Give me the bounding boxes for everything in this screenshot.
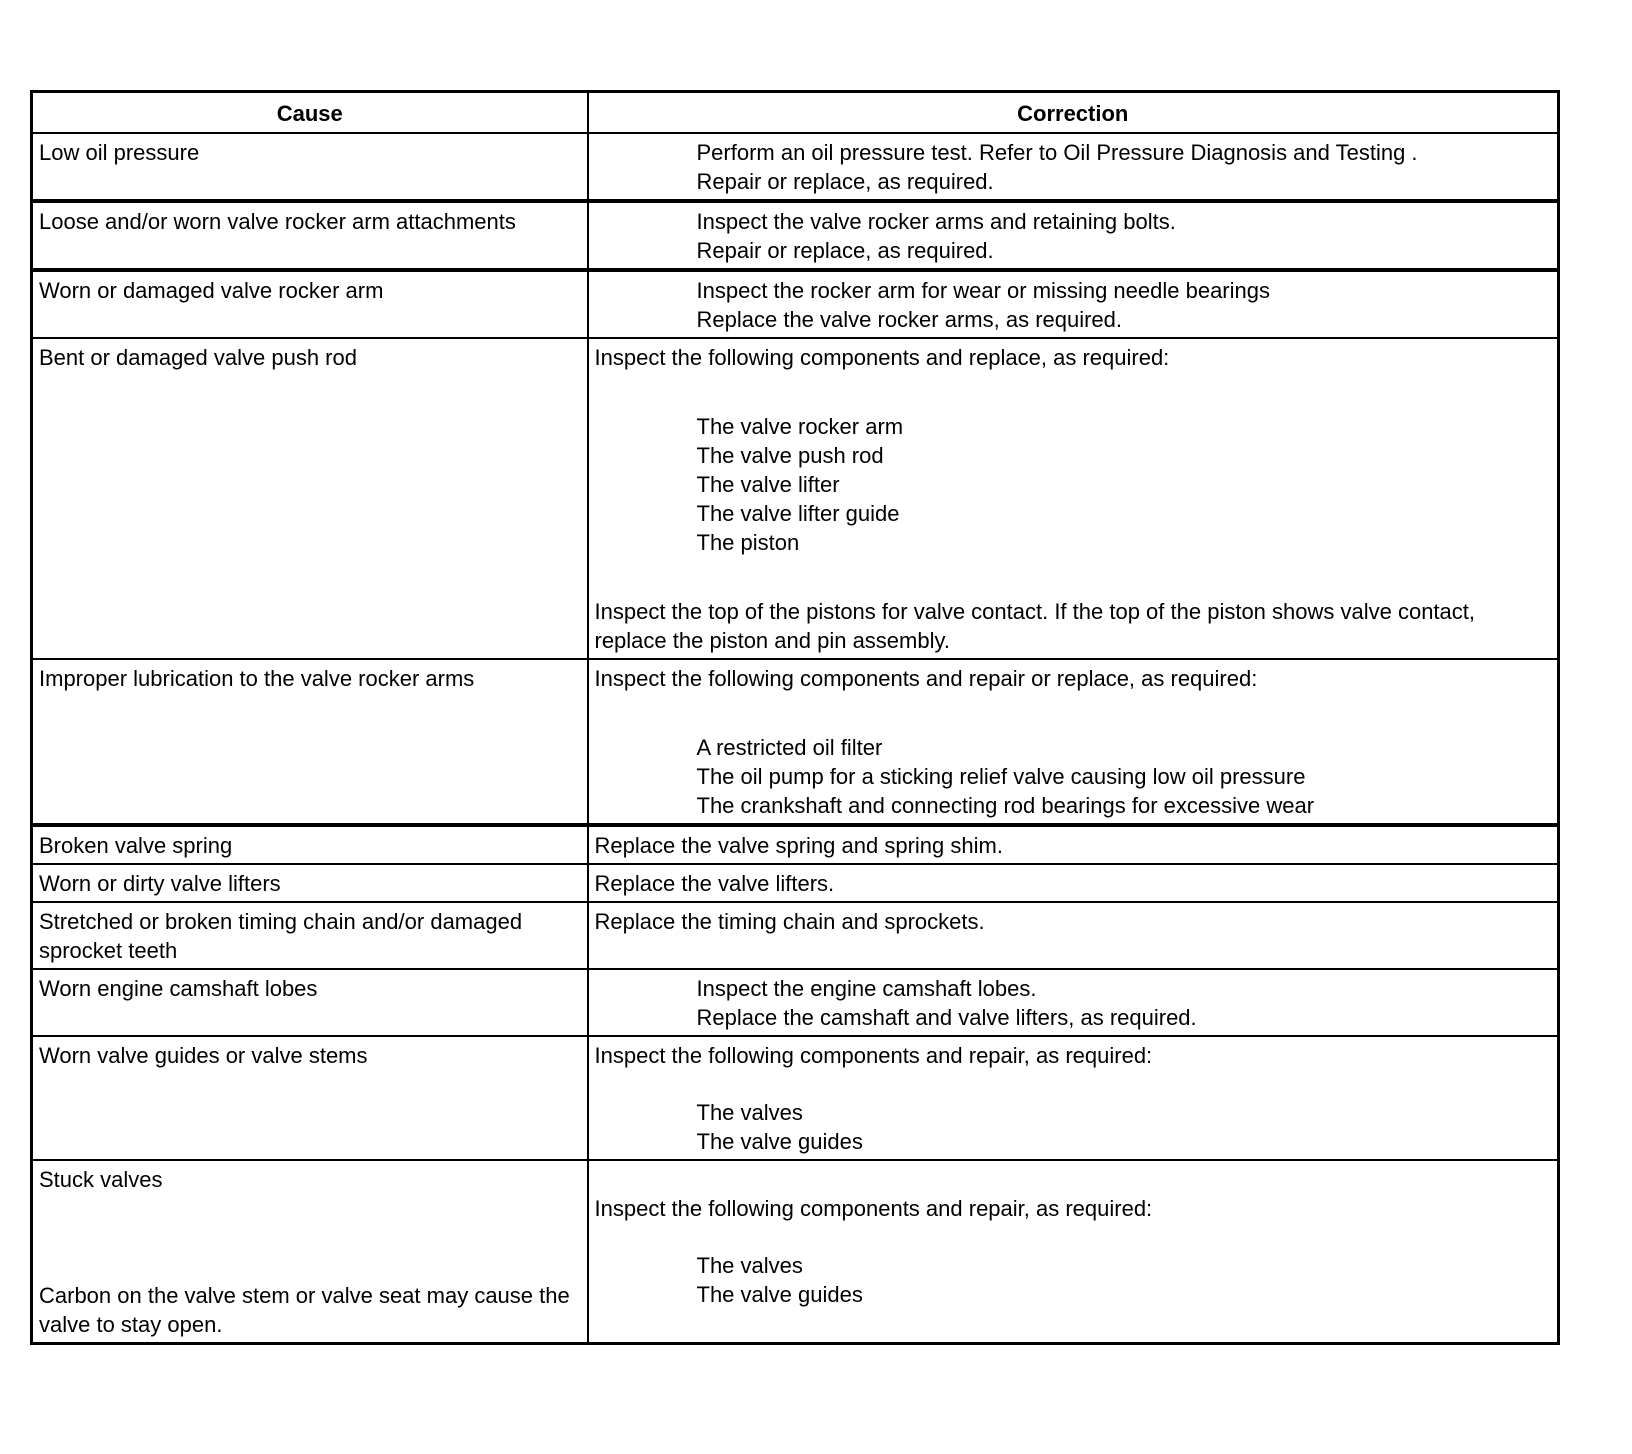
table-row bbox=[32, 338, 1559, 659]
header-row bbox=[32, 92, 1559, 134]
correction-cell: Replace the timing chain and sprockets. bbox=[588, 902, 1559, 969]
component-item: The valve guides bbox=[696, 1129, 863, 1154]
table-row bbox=[32, 659, 1559, 825]
correction-cell: Replace the valve spring and spring shim. bbox=[588, 825, 1559, 864]
cause-cell: Worn engine camshaft lobes bbox=[32, 969, 588, 1036]
cause-cell: Stretched or broken timing chain and/or damaged sprocket teeth bbox=[32, 902, 588, 969]
correction-cell: Replace the valve lifters. bbox=[588, 864, 1559, 902]
table-row bbox=[32, 825, 1559, 864]
table-row bbox=[32, 1036, 1559, 1160]
table-row bbox=[32, 1160, 1559, 1344]
cause-title: Stuck valves bbox=[39, 1167, 163, 1192]
cause-header: Cause bbox=[32, 92, 588, 134]
table-row bbox=[32, 270, 1559, 338]
table-row bbox=[32, 201, 1559, 270]
correction-line: Inspect the rocker arm for wear or missing needle bearings bbox=[696, 278, 1270, 303]
table-row bbox=[32, 902, 1559, 969]
correction-line: Replace the valve rocker arms, as required. bbox=[696, 307, 1123, 332]
component-item: The valves bbox=[696, 1253, 803, 1278]
correction-line: Perform an oil pressure test. Refer to Oil Pressure Diagnosis and Testing . bbox=[696, 140, 1418, 165]
correction-line: Repair or replace, as required. bbox=[696, 169, 994, 194]
correction-line: Inspect the engine camshaft lobes. bbox=[696, 976, 1037, 1001]
correction-cell bbox=[588, 270, 1559, 338]
component-item: The valve lifter bbox=[696, 472, 840, 497]
correction-cell bbox=[588, 133, 1559, 201]
correction-line: Repair or replace, as required. bbox=[696, 238, 994, 263]
cause-note: Carbon on the valve stem or valve seat may cause the valve to stay open. bbox=[39, 1283, 570, 1337]
diagnosis-table bbox=[30, 90, 1560, 1345]
cause-cell: Loose and/or worn valve rocker arm attachments bbox=[32, 201, 588, 270]
cause-cell: Worn valve guides or valve stems bbox=[32, 1036, 588, 1160]
correction-line: Replace the camshaft and valve lifters, as required. bbox=[696, 1005, 1197, 1030]
correction-intro: Inspect the following components and repair or replace, as required: bbox=[594, 666, 1258, 691]
correction-cell bbox=[588, 1160, 1559, 1344]
component-item: The valve rocker arm bbox=[696, 414, 904, 439]
component-item: A restricted oil filter bbox=[696, 735, 883, 760]
correction-cell bbox=[588, 659, 1559, 825]
correction-cell bbox=[588, 969, 1559, 1036]
table-row bbox=[32, 864, 1559, 902]
correction-cell bbox=[588, 1036, 1559, 1160]
correction-intro: Inspect the following components and repair, as required: bbox=[594, 1196, 1153, 1221]
correction-intro: Inspect the following components and replace, as required: bbox=[594, 345, 1170, 370]
component-item: The valve push rod bbox=[696, 443, 884, 468]
cause-cell: Improper lubrication to the valve rocker arms bbox=[32, 659, 588, 825]
cause-cell: Bent or damaged valve push rod bbox=[32, 338, 588, 659]
cause-cell: Low oil pressure bbox=[32, 133, 588, 201]
component-item: The valve guides bbox=[696, 1282, 863, 1307]
component-item: The valves bbox=[696, 1100, 803, 1125]
correction-header: Correction bbox=[588, 92, 1559, 134]
correction-cell bbox=[588, 338, 1559, 659]
component-item: The valve lifter guide bbox=[696, 501, 900, 526]
component-item: The crankshaft and connecting rod bearings for excessive wear bbox=[696, 793, 1315, 818]
correction-cell bbox=[588, 201, 1559, 270]
cause-cell: Broken valve spring bbox=[32, 825, 588, 864]
table-row bbox=[32, 969, 1559, 1036]
cause-cell: Worn or dirty valve lifters bbox=[32, 864, 588, 902]
component-item: The oil pump for a sticking relief valve causing low oil pressure bbox=[696, 764, 1306, 789]
correction-intro: Inspect the following components and repair, as required: bbox=[594, 1043, 1153, 1068]
cause-cell bbox=[32, 1160, 588, 1344]
cause-cell: Worn or damaged valve rocker arm bbox=[32, 270, 588, 338]
correction-line: Inspect the valve rocker arms and retaining bolts. bbox=[696, 209, 1176, 234]
correction-note: Inspect the top of the pistons for valve contact. If the top of the piston shows valve contact, replace the piston and pin assembly. bbox=[594, 599, 1476, 653]
table-row bbox=[32, 133, 1559, 201]
component-item: The piston bbox=[696, 530, 800, 555]
